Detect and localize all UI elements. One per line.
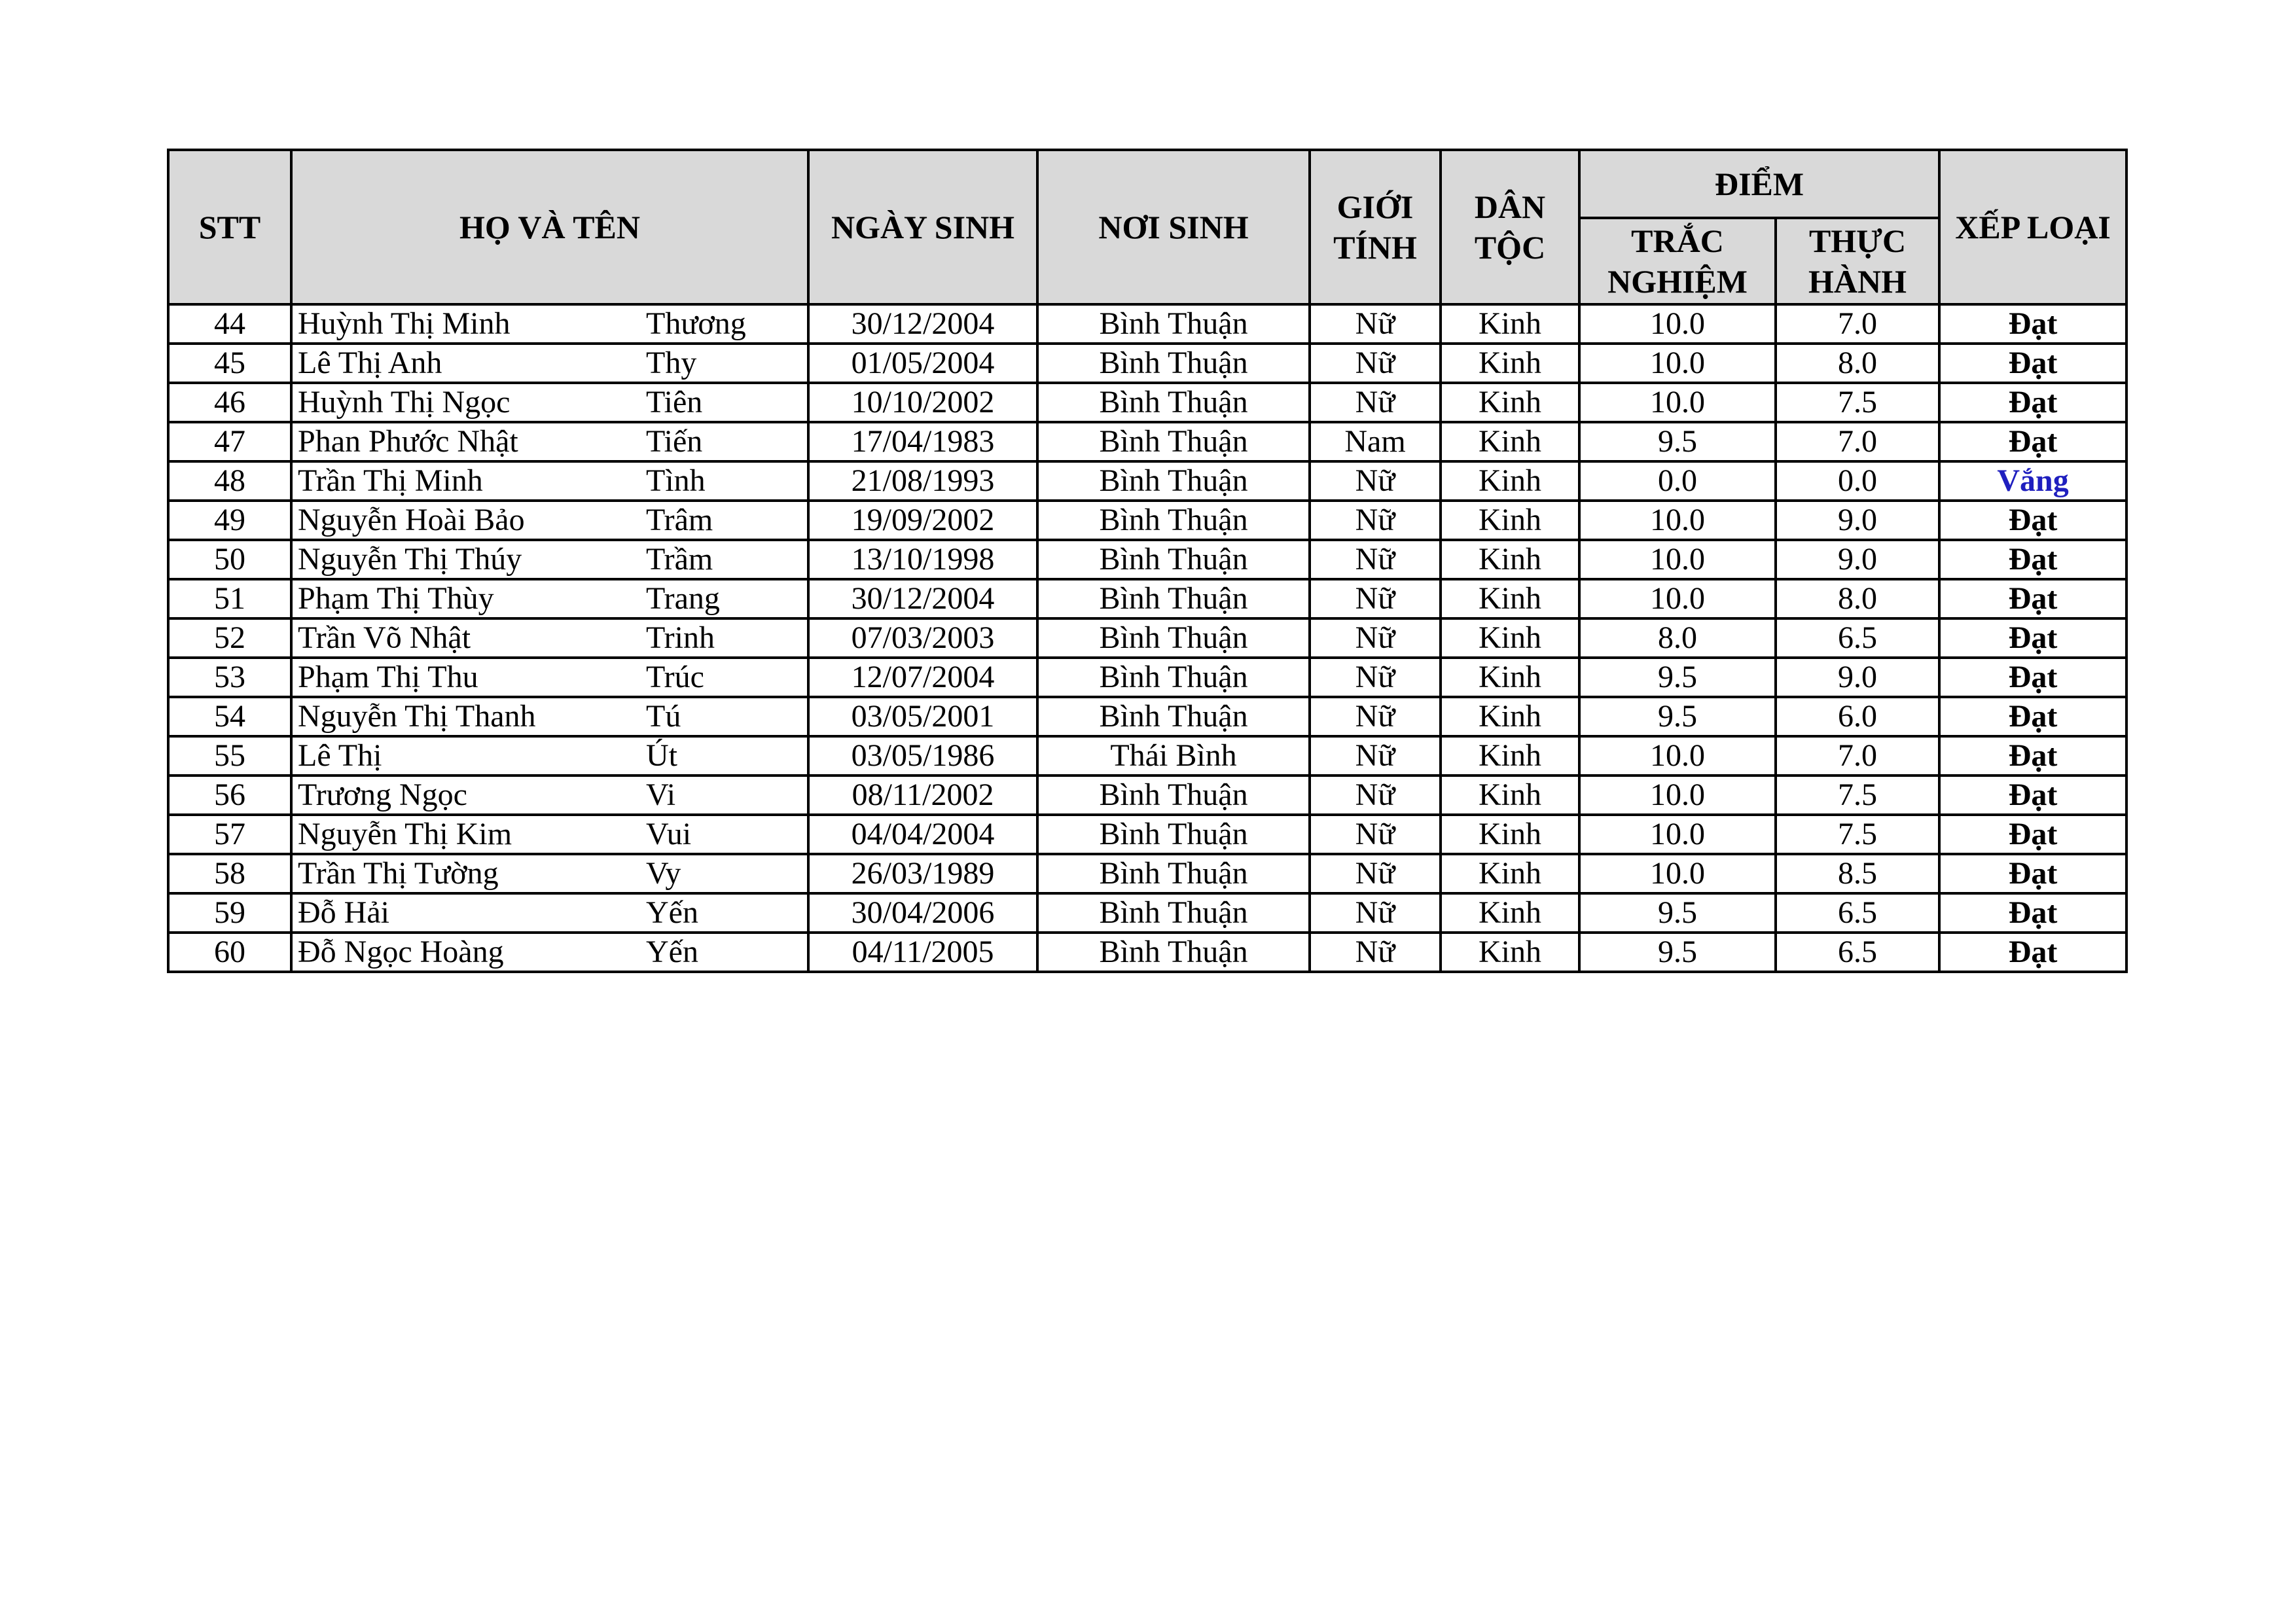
cell-given-name: Tú [646, 697, 808, 736]
cell-birth-date: 07/03/2003 [808, 618, 1037, 658]
cell-stt: 49 [168, 501, 291, 540]
cell-ethnicity: Kinh [1441, 658, 1579, 697]
cell-birth-date: 03/05/1986 [808, 736, 1037, 776]
cell-family-name: Trần Thị Tường [291, 854, 646, 893]
cell-ethnicity: Kinh [1441, 579, 1579, 618]
cell-given-name: Trâm [646, 501, 808, 540]
cell-theory-score: 10.0 [1579, 854, 1776, 893]
cell-stt: 55 [168, 736, 291, 776]
cell-birth-place: Bình Thuận [1037, 304, 1310, 344]
cell-rank: Đạt [1939, 344, 2126, 383]
cell-family-name: Nguyễn Thị Kim [291, 815, 646, 854]
cell-gender: Nữ [1310, 736, 1441, 776]
cell-birth-date: 08/11/2002 [808, 776, 1037, 815]
cell-rank: Đạt [1939, 736, 2126, 776]
cell-practice-score: 7.0 [1776, 736, 1939, 776]
cell-ethnicity: Kinh [1441, 501, 1579, 540]
cell-given-name: Thy [646, 344, 808, 383]
cell-stt: 45 [168, 344, 291, 383]
cell-birth-date: 12/07/2004 [808, 658, 1037, 697]
cell-gender: Nữ [1310, 383, 1441, 422]
cell-given-name: Thương [646, 304, 808, 344]
cell-practice-score: 7.5 [1776, 383, 1939, 422]
table-row [168, 893, 2126, 933]
cell-gender: Nam [1310, 422, 1441, 461]
cell-practice-score: 8.0 [1776, 579, 1939, 618]
cell-gender: Nữ [1310, 697, 1441, 736]
table-row [168, 815, 2126, 854]
cell-practice-score: 6.0 [1776, 697, 1939, 736]
cell-family-name: Huỳnh Thị Ngọc [291, 383, 646, 422]
table-row [168, 658, 2126, 697]
cell-stt: 60 [168, 933, 291, 972]
cell-given-name: Tiến [646, 422, 808, 461]
cell-rank: Đạt [1939, 854, 2126, 893]
cell-stt: 59 [168, 893, 291, 933]
cell-rank: Đạt [1939, 815, 2126, 854]
cell-ethnicity: Kinh [1441, 304, 1579, 344]
cell-stt: 46 [168, 383, 291, 422]
cell-practice-score: 7.5 [1776, 815, 1939, 854]
cell-given-name: Trang [646, 579, 808, 618]
table-row [168, 776, 2126, 815]
cell-gender: Nữ [1310, 540, 1441, 579]
cell-birth-place: Bình Thuận [1037, 344, 1310, 383]
cell-birth-place: Bình Thuận [1037, 579, 1310, 618]
cell-family-name: Đỗ Ngọc Hoàng [291, 933, 646, 972]
cell-practice-score: 7.0 [1776, 422, 1939, 461]
cell-gender: Nữ [1310, 461, 1441, 501]
header-ethnicity: DÂN TỘC [1441, 150, 1579, 304]
cell-gender: Nữ [1310, 618, 1441, 658]
cell-rank: Đạt [1939, 304, 2126, 344]
cell-theory-score: 0.0 [1579, 461, 1776, 501]
table-row [168, 422, 2126, 461]
cell-birth-date: 01/05/2004 [808, 344, 1037, 383]
table-body [168, 304, 2126, 972]
cell-given-name: Vui [646, 815, 808, 854]
cell-ethnicity: Kinh [1441, 618, 1579, 658]
header-birth-place: NƠI SINH [1037, 150, 1310, 304]
cell-birth-place: Bình Thuận [1037, 461, 1310, 501]
cell-birth-place: Bình Thuận [1037, 383, 1310, 422]
cell-rank: Đạt [1939, 540, 2126, 579]
cell-practice-score: 9.0 [1776, 540, 1939, 579]
cell-theory-score: 10.0 [1579, 383, 1776, 422]
header-practice: THỰC HÀNH [1776, 218, 1939, 304]
cell-ethnicity: Kinh [1441, 540, 1579, 579]
cell-family-name: Phan Phước Nhật [291, 422, 646, 461]
table-row [168, 540, 2126, 579]
cell-practice-score: 8.5 [1776, 854, 1939, 893]
cell-birth-place: Bình Thuận [1037, 893, 1310, 933]
cell-birth-place: Bình Thuận [1037, 776, 1310, 815]
table-row [168, 854, 2126, 893]
cell-birth-date: 30/04/2006 [808, 893, 1037, 933]
cell-ethnicity: Kinh [1441, 344, 1579, 383]
cell-gender: Nữ [1310, 933, 1441, 972]
table-row [168, 618, 2126, 658]
cell-given-name: Vy [646, 854, 808, 893]
table-row [168, 697, 2126, 736]
cell-stt: 50 [168, 540, 291, 579]
cell-birth-place: Bình Thuận [1037, 658, 1310, 697]
cell-rank: Đạt [1939, 618, 2126, 658]
cell-family-name: Phạm Thị Thùy [291, 579, 646, 618]
cell-birth-place: Thái Bình [1037, 736, 1310, 776]
cell-theory-score: 9.5 [1579, 697, 1776, 736]
cell-gender: Nữ [1310, 658, 1441, 697]
cell-family-name: Trần Võ Nhật [291, 618, 646, 658]
table-row [168, 736, 2126, 776]
cell-gender: Nữ [1310, 579, 1441, 618]
cell-practice-score: 6.5 [1776, 893, 1939, 933]
cell-theory-score: 9.5 [1579, 933, 1776, 972]
cell-birth-date: 10/10/2002 [808, 383, 1037, 422]
table-row [168, 579, 2126, 618]
cell-birth-place: Bình Thuận [1037, 854, 1310, 893]
cell-ethnicity: Kinh [1441, 854, 1579, 893]
cell-rank: Đạt [1939, 697, 2126, 736]
cell-rank: Đạt [1939, 893, 2126, 933]
header-birth-date: NGÀY SINH [808, 150, 1037, 304]
cell-given-name: Vi [646, 776, 808, 815]
cell-stt: 57 [168, 815, 291, 854]
cell-gender: Nữ [1310, 501, 1441, 540]
cell-gender: Nữ [1310, 776, 1441, 815]
cell-practice-score: 6.5 [1776, 933, 1939, 972]
cell-stt: 48 [168, 461, 291, 501]
table-row [168, 304, 2126, 344]
cell-gender: Nữ [1310, 854, 1441, 893]
cell-ethnicity: Kinh [1441, 461, 1579, 501]
cell-theory-score: 10.0 [1579, 304, 1776, 344]
cell-birth-place: Bình Thuận [1037, 697, 1310, 736]
cell-gender: Nữ [1310, 815, 1441, 854]
cell-family-name: Trương Ngọc [291, 776, 646, 815]
cell-theory-score: 10.0 [1579, 540, 1776, 579]
table-row [168, 461, 2126, 501]
cell-family-name: Phạm Thị Thu [291, 658, 646, 697]
cell-birth-place: Bình Thuận [1037, 422, 1310, 461]
cell-practice-score: 9.0 [1776, 501, 1939, 540]
cell-rank: Đạt [1939, 501, 2126, 540]
cell-rank: Đạt [1939, 422, 2126, 461]
table-row [168, 501, 2126, 540]
cell-practice-score: 6.5 [1776, 618, 1939, 658]
cell-rank: Đạt [1939, 776, 2126, 815]
cell-family-name: Lê Thị Anh [291, 344, 646, 383]
cell-theory-score: 9.5 [1579, 422, 1776, 461]
header-full-name: HỌ VÀ TÊN [291, 150, 808, 304]
cell-birth-date: 30/12/2004 [808, 579, 1037, 618]
cell-birth-place: Bình Thuận [1037, 540, 1310, 579]
cell-given-name: Tiên [646, 383, 808, 422]
cell-stt: 53 [168, 658, 291, 697]
cell-birth-date: 26/03/1989 [808, 854, 1037, 893]
cell-family-name: Trần Thị Minh [291, 461, 646, 501]
cell-rank: Đạt [1939, 933, 2126, 972]
cell-given-name: Yến [646, 893, 808, 933]
cell-given-name: Út [646, 736, 808, 776]
cell-birth-place: Bình Thuận [1037, 501, 1310, 540]
header-theory: TRẮC NGHIỆM [1579, 218, 1776, 304]
cell-gender: Nữ [1310, 893, 1441, 933]
cell-family-name: Nguyễn Thị Thanh [291, 697, 646, 736]
cell-ethnicity: Kinh [1441, 697, 1579, 736]
cell-stt: 51 [168, 579, 291, 618]
header-rank: XẾP LOẠI [1939, 150, 2126, 304]
cell-birth-date: 13/10/1998 [808, 540, 1037, 579]
cell-rank: Đạt [1939, 658, 2126, 697]
cell-birth-place: Bình Thuận [1037, 815, 1310, 854]
cell-birth-date: 19/09/2002 [808, 501, 1037, 540]
cell-ethnicity: Kinh [1441, 933, 1579, 972]
cell-ethnicity: Kinh [1441, 815, 1579, 854]
cell-stt: 58 [168, 854, 291, 893]
cell-stt: 54 [168, 697, 291, 736]
cell-given-name: Tình [646, 461, 808, 501]
cell-ethnicity: Kinh [1441, 776, 1579, 815]
cell-practice-score: 7.5 [1776, 776, 1939, 815]
cell-given-name: Trúc [646, 658, 808, 697]
cell-birth-date: 03/05/2001 [808, 697, 1037, 736]
cell-theory-score: 10.0 [1579, 815, 1776, 854]
cell-rank: Vắng [1939, 461, 2126, 501]
header-stt: STT [168, 150, 291, 304]
cell-given-name: Yến [646, 933, 808, 972]
cell-practice-score: 7.0 [1776, 304, 1939, 344]
cell-birth-date: 04/04/2004 [808, 815, 1037, 854]
cell-ethnicity: Kinh [1441, 383, 1579, 422]
header-score-group: ĐIỂM [1579, 150, 1939, 218]
cell-family-name: Đỗ Hải [291, 893, 646, 933]
cell-family-name: Nguyễn Hoài Bảo [291, 501, 646, 540]
cell-gender: Nữ [1310, 344, 1441, 383]
cell-family-name: Nguyễn Thị Thúy [291, 540, 646, 579]
cell-ethnicity: Kinh [1441, 893, 1579, 933]
cell-birth-date: 21/08/1993 [808, 461, 1037, 501]
header-gender: GIỚI TÍNH [1310, 150, 1441, 304]
cell-birth-date: 30/12/2004 [808, 304, 1037, 344]
cell-theory-score: 9.5 [1579, 893, 1776, 933]
cell-ethnicity: Kinh [1441, 736, 1579, 776]
table-row [168, 933, 2126, 972]
cell-ethnicity: Kinh [1441, 422, 1579, 461]
cell-stt: 56 [168, 776, 291, 815]
cell-theory-score: 10.0 [1579, 776, 1776, 815]
header-row-top [168, 150, 2126, 218]
cell-theory-score: 9.5 [1579, 658, 1776, 697]
cell-theory-score: 8.0 [1579, 618, 1776, 658]
table-row [168, 344, 2126, 383]
cell-stt: 52 [168, 618, 291, 658]
table-header [168, 150, 2126, 304]
table-row [168, 383, 2126, 422]
cell-stt: 44 [168, 304, 291, 344]
cell-theory-score: 10.0 [1579, 579, 1776, 618]
cell-practice-score: 0.0 [1776, 461, 1939, 501]
cell-birth-date: 04/11/2005 [808, 933, 1037, 972]
cell-given-name: Trinh [646, 618, 808, 658]
cell-birth-place: Bình Thuận [1037, 618, 1310, 658]
cell-family-name: Lê Thị [291, 736, 646, 776]
cell-practice-score: 9.0 [1776, 658, 1939, 697]
cell-stt: 47 [168, 422, 291, 461]
cell-theory-score: 10.0 [1579, 344, 1776, 383]
cell-given-name: Trầm [646, 540, 808, 579]
results-table [167, 149, 2128, 973]
cell-rank: Đạt [1939, 579, 2126, 618]
cell-family-name: Huỳnh Thị Minh [291, 304, 646, 344]
cell-birth-place: Bình Thuận [1037, 933, 1310, 972]
cell-birth-date: 17/04/1983 [808, 422, 1037, 461]
cell-gender: Nữ [1310, 304, 1441, 344]
cell-theory-score: 10.0 [1579, 736, 1776, 776]
cell-practice-score: 8.0 [1776, 344, 1939, 383]
cell-theory-score: 10.0 [1579, 501, 1776, 540]
cell-rank: Đạt [1939, 383, 2126, 422]
